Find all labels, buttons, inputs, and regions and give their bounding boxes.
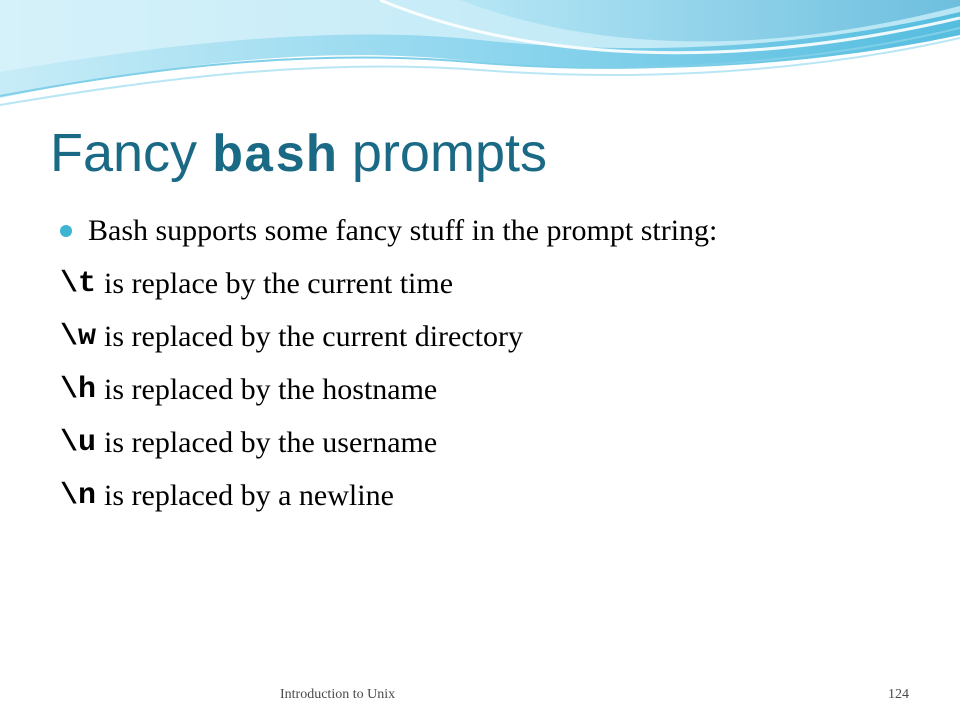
escape-description: is replaced by the current directory: [104, 319, 523, 353]
prompt-escape-item-w: [60, 310, 920, 363]
title-prefix: Fancy: [50, 123, 198, 183]
footer-page-number: 124: [888, 687, 909, 702]
escape-description: is replaced by a newline: [104, 478, 394, 512]
prompt-escape-item-h: [60, 363, 920, 416]
escape-code: \t: [60, 266, 97, 301]
escape-description: is replaced by the username: [104, 425, 438, 459]
escape-code: \h: [60, 372, 97, 407]
footer-course-title: Introduction to Unix: [280, 687, 396, 702]
escape-code: \w: [60, 319, 97, 354]
slide-title: [50, 118, 547, 193]
bullet-text: Bash supports some fancy stuff in the prompt string:: [88, 214, 718, 247]
prompt-escape-item-t: [60, 257, 920, 310]
escape-code: \n: [60, 478, 97, 513]
prompt-escape-item-u: [60, 416, 920, 469]
escape-code: \u: [60, 425, 97, 460]
slide-body: [60, 205, 920, 522]
prompt-escape-item-n: [60, 469, 920, 522]
escape-description: is replace by the current time: [104, 266, 454, 300]
bullet-item: [60, 205, 920, 257]
round-bullet-icon: [60, 225, 72, 237]
title-code: bash: [212, 128, 337, 187]
title-suffix: prompts: [351, 123, 547, 183]
header-wave-decoration: [0, 0, 960, 120]
escape-description: is replaced by the hostname: [104, 372, 438, 406]
